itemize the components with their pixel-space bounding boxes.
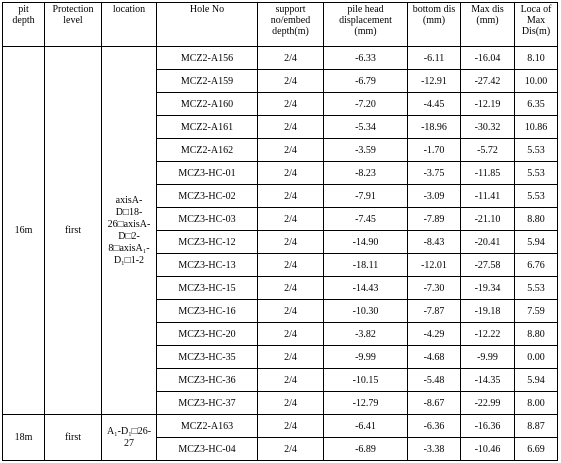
hole-no-cell: MCZ2-A156 xyxy=(157,47,258,70)
loca-max-dis-cell: 0.00 xyxy=(515,346,558,369)
header-row xyxy=(3,3,558,47)
header-line: displacement xyxy=(339,15,392,26)
protection-level-cell: first xyxy=(45,47,102,415)
header-line: bottom dis xyxy=(412,4,456,15)
header-line: (mm) xyxy=(476,15,499,26)
pile-head-displacement-cell: -7.91 xyxy=(324,185,408,208)
table-row xyxy=(3,47,558,70)
header-line: Max xyxy=(526,15,546,26)
bottom-dis-cell: -8.43 xyxy=(408,231,461,254)
loca-max-dis-cell: 5.53 xyxy=(515,185,558,208)
header-line: depth(m) xyxy=(272,26,309,37)
bottom-dis-cell: -3.75 xyxy=(408,162,461,185)
loca-max-dis-cell: 5.53 xyxy=(515,139,558,162)
hole-no-cell: MCZ3-HC-12 xyxy=(157,231,258,254)
loca-max-dis-cell: 6.69 xyxy=(515,438,558,461)
loca-max-dis-cell: 5.94 xyxy=(515,231,558,254)
pile-head-displacement-cell: -6.89 xyxy=(324,438,408,461)
pit-depth-cell: 18m xyxy=(3,415,45,461)
max-dis-cell: -16.04 xyxy=(461,47,515,70)
location-line: 8□axisA₁- xyxy=(108,242,150,254)
pile-head-displacement-cell: -10.30 xyxy=(324,300,408,323)
hole-no-cell: MCZ3-HC-02 xyxy=(157,185,258,208)
hole-no-cell: MCZ2-A159 xyxy=(157,70,258,93)
support-depth-cell: 2/4 xyxy=(258,369,324,392)
header-line: pit xyxy=(18,4,29,15)
header-line: Hole No xyxy=(189,4,225,15)
pile-head-displacement-cell: -7.45 xyxy=(324,208,408,231)
header-location xyxy=(102,3,157,47)
bottom-dis-cell: -12.91 xyxy=(408,70,461,93)
support-depth-cell: 2/4 xyxy=(258,47,324,70)
hole-no-cell: MCZ2-A160 xyxy=(157,93,258,116)
loca-max-dis-cell: 6.76 xyxy=(515,254,558,277)
loca-max-dis-cell: 8.87 xyxy=(515,415,558,438)
bottom-dis-cell: -6.36 xyxy=(408,415,461,438)
bottom-dis-cell: -5.48 xyxy=(408,369,461,392)
loca-max-dis-cell: 10.86 xyxy=(515,116,558,139)
pile-head-displacement-cell: -6.33 xyxy=(324,47,408,70)
header-pit-depth xyxy=(3,3,45,47)
bottom-dis-cell: -3.38 xyxy=(408,438,461,461)
header-max-dis xyxy=(461,3,515,47)
header-support-depth xyxy=(258,3,324,47)
pile-head-displacement-cell: -12.79 xyxy=(324,392,408,415)
header-hole-no xyxy=(157,3,258,47)
header-line: support xyxy=(275,4,306,15)
bottom-dis-cell: -3.09 xyxy=(408,185,461,208)
location-line: D□2- xyxy=(118,230,140,242)
max-dis-cell: -19.18 xyxy=(461,300,515,323)
pile-head-displacement-cell: -7.20 xyxy=(324,93,408,116)
support-depth-cell: 2/4 xyxy=(258,70,324,93)
pile-head-displacement-cell: -6.41 xyxy=(324,415,408,438)
support-depth-cell: 2/4 xyxy=(258,231,324,254)
pile-head-displacement-cell: -18.11 xyxy=(324,254,408,277)
max-dis-cell: -27.42 xyxy=(461,70,515,93)
support-depth-cell: 2/4 xyxy=(258,300,324,323)
pile-head-displacement-cell: -9.99 xyxy=(324,346,408,369)
support-depth-cell: 2/4 xyxy=(258,346,324,369)
pile-head-displacement-cell: -8.23 xyxy=(324,162,408,185)
loca-max-dis-cell: 8.80 xyxy=(515,208,558,231)
location-line: D₁□1-2 xyxy=(113,254,145,266)
max-dis-cell: -16.36 xyxy=(461,415,515,438)
max-dis-cell: -19.34 xyxy=(461,277,515,300)
max-dis-cell: -22.99 xyxy=(461,392,515,415)
bottom-dis-cell: -7.87 xyxy=(408,300,461,323)
bottom-dis-cell: -7.89 xyxy=(408,208,461,231)
hole-no-cell: MCZ3-HC-36 xyxy=(157,369,258,392)
location-line: 26□axisA- xyxy=(107,218,151,230)
support-depth-cell: 2/4 xyxy=(258,162,324,185)
hole-no-cell: MCZ3-HC-01 xyxy=(157,162,258,185)
support-depth-cell: 2/4 xyxy=(258,139,324,162)
max-dis-cell: -21.10 xyxy=(461,208,515,231)
bottom-dis-cell: -7.30 xyxy=(408,277,461,300)
header-line: (mm) xyxy=(422,15,446,26)
header-line: Max dis xyxy=(471,4,504,15)
header-pile-head-displacement xyxy=(324,3,408,47)
bottom-dis-cell: -12.01 xyxy=(408,254,461,277)
loca-max-dis-cell: 5.53 xyxy=(515,277,558,300)
support-depth-cell: 2/4 xyxy=(258,392,324,415)
header-line: location xyxy=(112,4,146,15)
bottom-dis-cell: -18.96 xyxy=(408,116,461,139)
hole-no-cell: MCZ3-HC-16 xyxy=(157,300,258,323)
header-line: level xyxy=(63,15,83,26)
max-dis-cell: -11.41 xyxy=(461,185,515,208)
pile-head-displacement-cell: -3.82 xyxy=(324,323,408,346)
protection-level-cell: first xyxy=(45,415,102,461)
pile-head-displacement-cell: -14.43 xyxy=(324,277,408,300)
loca-max-dis-cell: 7.59 xyxy=(515,300,558,323)
header-line: depth xyxy=(12,15,35,26)
pile-head-displacement-cell: -3.59 xyxy=(324,139,408,162)
pile-head-displacement-cell: -5.34 xyxy=(324,116,408,139)
loca-max-dis-cell: 8.10 xyxy=(515,47,558,70)
loca-max-dis-cell: 6.35 xyxy=(515,93,558,116)
hole-no-cell: MCZ3-HC-20 xyxy=(157,323,258,346)
location-cell xyxy=(102,47,157,415)
support-depth-cell: 2/4 xyxy=(258,93,324,116)
header-loca-max-dis xyxy=(515,3,558,47)
pile-head-displacement-cell: -14.90 xyxy=(324,231,408,254)
max-dis-cell: -10.46 xyxy=(461,438,515,461)
hole-no-cell: MCZ3-HC-15 xyxy=(157,277,258,300)
header-line: (mm) xyxy=(354,26,377,37)
pit-depth-cell: 16m xyxy=(3,47,45,415)
location-line: A₁-D₁□26- xyxy=(106,425,152,437)
max-dis-cell: -14.35 xyxy=(461,369,515,392)
bottom-dis-cell: -8.67 xyxy=(408,392,461,415)
hole-no-cell: MCZ3-HC-03 xyxy=(157,208,258,231)
loca-max-dis-cell: 5.94 xyxy=(515,369,558,392)
hole-no-cell: MCZ3-HC-13 xyxy=(157,254,258,277)
header-line: pile head xyxy=(347,4,384,15)
max-dis-cell: -9.99 xyxy=(461,346,515,369)
pile-head-displacement-cell: -6.79 xyxy=(324,70,408,93)
hole-no-cell: MCZ3-HC-35 xyxy=(157,346,258,369)
header-line: no/embed xyxy=(270,15,311,26)
bottom-dis-cell: -4.68 xyxy=(408,346,461,369)
support-depth-cell: 2/4 xyxy=(258,116,324,139)
support-depth-cell: 2/4 xyxy=(258,208,324,231)
bottom-dis-cell: -4.45 xyxy=(408,93,461,116)
pile-head-displacement-cell: -10.15 xyxy=(324,369,408,392)
max-dis-cell: -12.19 xyxy=(461,93,515,116)
loca-max-dis-cell: 8.80 xyxy=(515,323,558,346)
table-row xyxy=(3,415,558,438)
max-dis-cell: -27.58 xyxy=(461,254,515,277)
bottom-dis-cell: -4.29 xyxy=(408,323,461,346)
hole-no-cell: MCZ2-A162 xyxy=(157,139,258,162)
hole-no-cell: MCZ2-A161 xyxy=(157,116,258,139)
header-line: Dis(m) xyxy=(521,26,551,37)
header-bottom-dis xyxy=(408,3,461,47)
hole-no-cell: MCZ3-HC-04 xyxy=(157,438,258,461)
location-line: 27 xyxy=(124,437,134,449)
loca-max-dis-cell: 10.00 xyxy=(515,70,558,93)
bottom-dis-cell: -1.70 xyxy=(408,139,461,162)
support-depth-cell: 2/4 xyxy=(258,415,324,438)
bottom-dis-cell: -6.11 xyxy=(408,47,461,70)
support-depth-cell: 2/4 xyxy=(258,323,324,346)
support-depth-cell: 2/4 xyxy=(258,438,324,461)
location-line: axisA- xyxy=(115,194,143,206)
header-protection-level xyxy=(45,3,102,47)
support-depth-cell: 2/4 xyxy=(258,254,324,277)
location-line: D□18- xyxy=(115,206,143,218)
header-line: Loca of xyxy=(520,4,552,15)
support-depth-cell: 2/4 xyxy=(258,185,324,208)
support-depth-cell: 2/4 xyxy=(258,277,324,300)
loca-max-dis-cell: 5.53 xyxy=(515,162,558,185)
max-dis-cell: -30.32 xyxy=(461,116,515,139)
table-body xyxy=(3,47,558,461)
displacement-table xyxy=(2,2,558,461)
loca-max-dis-cell: 8.00 xyxy=(515,392,558,415)
header-line: Protection xyxy=(52,4,94,15)
max-dis-cell: -5.72 xyxy=(461,139,515,162)
max-dis-cell: -11.85 xyxy=(461,162,515,185)
location-cell xyxy=(102,415,157,461)
max-dis-cell: -12.22 xyxy=(461,323,515,346)
hole-no-cell: MCZ3-HC-37 xyxy=(157,392,258,415)
max-dis-cell: -20.41 xyxy=(461,231,515,254)
hole-no-cell: MCZ2-A163 xyxy=(157,415,258,438)
